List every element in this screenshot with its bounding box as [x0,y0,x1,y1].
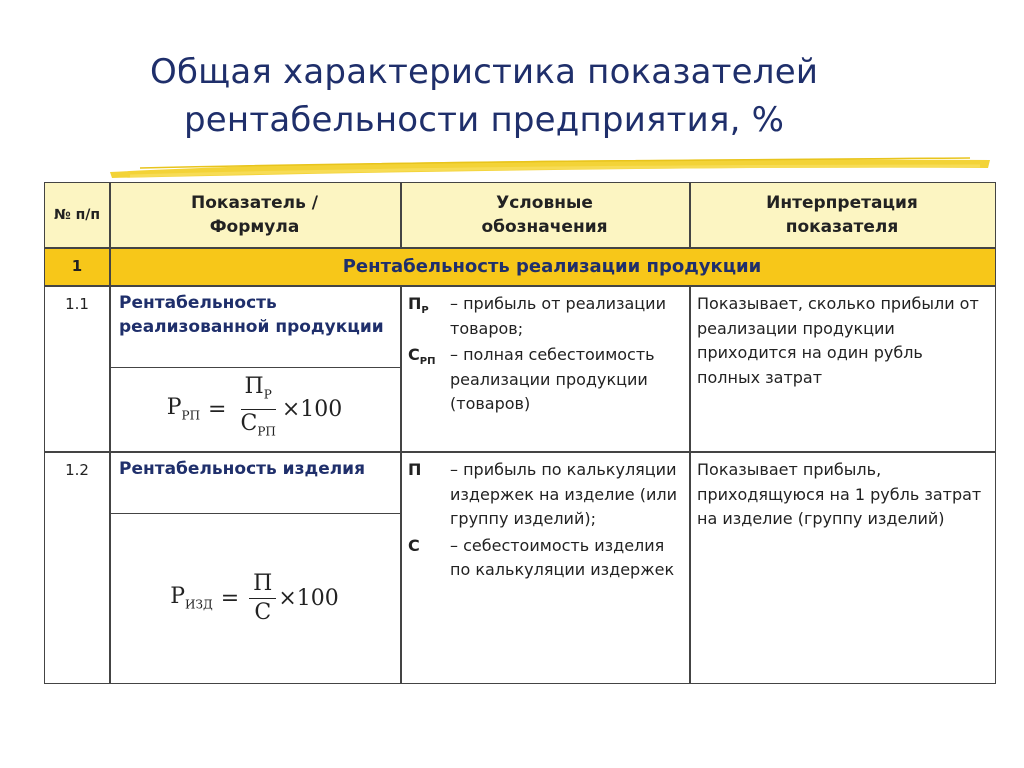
section-num: 1 [45,247,109,285]
grid-line [45,285,995,287]
page-title [150,48,910,144]
title-line-1: Общая характеристика показателей [150,52,819,92]
formula-lhs: $Р_{ИЗД}$ [170,584,213,612]
row-2-name: Рентабельность изделия [119,459,366,479]
symbol: С [408,535,420,555]
grid-line [400,183,402,247]
formula-fraction: $\frac{П}{С}$ [249,570,276,627]
header-symbols: Условные обозначения [400,183,689,247]
section-title: Рентабельность реализации продукции [109,247,995,285]
profitability-table [44,182,996,684]
grid-line [45,451,995,453]
symbol: П [408,460,422,479]
row-2-formula: $Р_{ИЗД}$ = $\frac{П}{С}$ ×100 [170,570,339,625]
row-1-symbols: $П_Р$ – прибыль от реализации товаров; $С_{РП}$ – полная себестоимость реализации продукции (товаров) [400,285,689,451]
formula-fraction: $\frac{П_Р}{С_{РП}}$ [240,374,276,438]
header-name: Показатель / Формула [109,183,400,247]
header-interp: Интерпретация показателя [689,183,995,247]
grid-line [109,183,111,683]
formula-lhs: $Р_{РП}$ [166,395,201,423]
highlighter-stroke [100,150,1000,186]
row-1-interp: Показывает, сколько прибыли от реализации продукции приходится на один рубль полных затрат [697,294,979,387]
grid-line [689,183,691,247]
header-num: № п/п [45,183,109,247]
grid-line [45,247,995,249]
row-1-name: Рентабельность реализованной продукции [119,293,384,337]
row-2-num: 1.2 [65,461,89,479]
grid-line [400,285,402,683]
row-2-interp: Показывает прибыль, приходящуюся на 1 рубль затрат на изделие (группу изделий) [697,460,982,528]
symbol: $С_{РП}$ [408,345,436,368]
grid-line [689,285,691,683]
grid-line [109,513,400,514]
symbol: $П_Р$ [408,294,429,317]
row-2-symbols: П – прибыль по калькуляции издержек на изделие (или группу изделий); С – себестоимость изделия по калькуляции издержек [400,451,689,683]
row-1-formula: $Р_{РП}$ = $\frac{П_Р}{С_{РП}}$ ×100 [109,367,400,451]
row-1-num: 1.1 [65,295,89,313]
grid-line [109,367,400,368]
title-line-2: рентабельности предприятия, % [184,100,785,140]
